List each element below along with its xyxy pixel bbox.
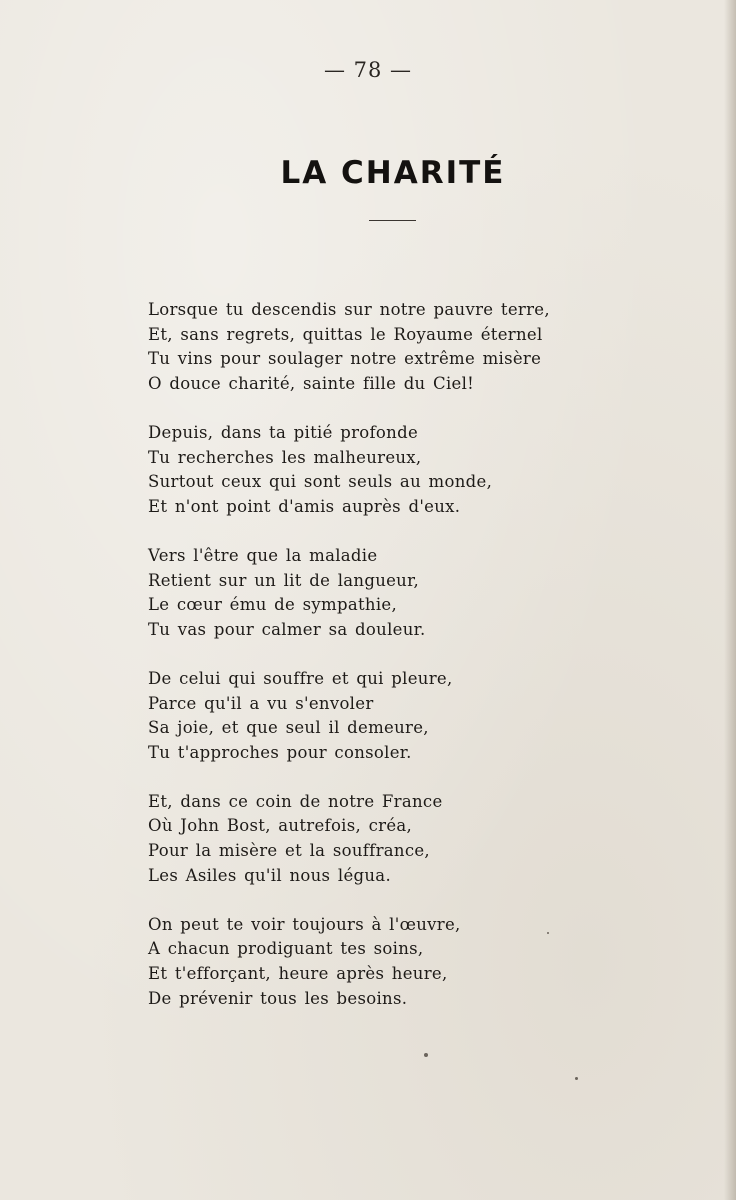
stanza [148, 790, 618, 888]
poem-line: Et, sans regrets, quittas le Royaume éternel [148, 324, 543, 344]
poem-line: Et t'efforçant, heure après heure, [148, 964, 448, 984]
poem-line: O douce charité, sainte fille du Ciel! [148, 373, 475, 393]
poem-line: Le cœur ému de sympathie, [148, 595, 398, 615]
paper-speck [547, 932, 549, 934]
poem-line: De prévenir tous les besoins. [148, 988, 408, 1008]
poem-line: Tu vas pour calmer sa douleur. [148, 619, 426, 639]
poem-line: Sa joie, et que seul il demeure, [148, 718, 429, 738]
poem-line: Parce qu'il a vu s'envoler [148, 693, 374, 713]
poem-body [148, 298, 618, 1036]
poem-title: LA CHARITÉ [280, 155, 506, 191]
poem-line: Retient sur un lit de langueur, [148, 570, 420, 590]
page-number: — 78 — [323, 58, 413, 82]
poem-line: Tu vins pour soulager notre extrême misère [148, 349, 542, 369]
stanza [148, 667, 618, 765]
stanza [148, 913, 618, 1011]
poem-line: Lorsque tu descendis sur notre pauvre terre, [148, 300, 550, 319]
poem-line: Depuis, dans ta pitié profonde [148, 422, 419, 442]
stanza [148, 298, 618, 396]
poem-line: Et, dans ce coin de notre France [148, 791, 443, 811]
poem-line: Surtout ceux qui sont seuls au monde, [148, 472, 493, 492]
poem-line: Tu t'approches pour consoler. [148, 742, 412, 762]
poem-line: Et n'ont point d'amis auprès d'eux. [148, 496, 461, 516]
poem-line: De celui qui souffre et qui pleure, [148, 668, 453, 688]
stanza [148, 544, 618, 642]
title-divider [369, 220, 416, 221]
poem-line: Vers l'être que la maladie [148, 545, 378, 565]
poem-line: On peut te voir toujours à l'œuvre, [148, 914, 461, 934]
poem-line: Les Asiles qu'il nous légua. [148, 865, 391, 885]
poem-line: A chacun prodiguant tes soins, [148, 939, 424, 959]
poem-line: Tu recherches les malheureux, [148, 447, 422, 467]
poem-line: Où John Bost, autrefois, créa, [148, 816, 413, 836]
paper-speck [575, 1077, 578, 1080]
poem-line: Pour la misère et la souffrance, [148, 841, 430, 861]
stanza [148, 421, 618, 519]
paper-speck [424, 1053, 428, 1057]
